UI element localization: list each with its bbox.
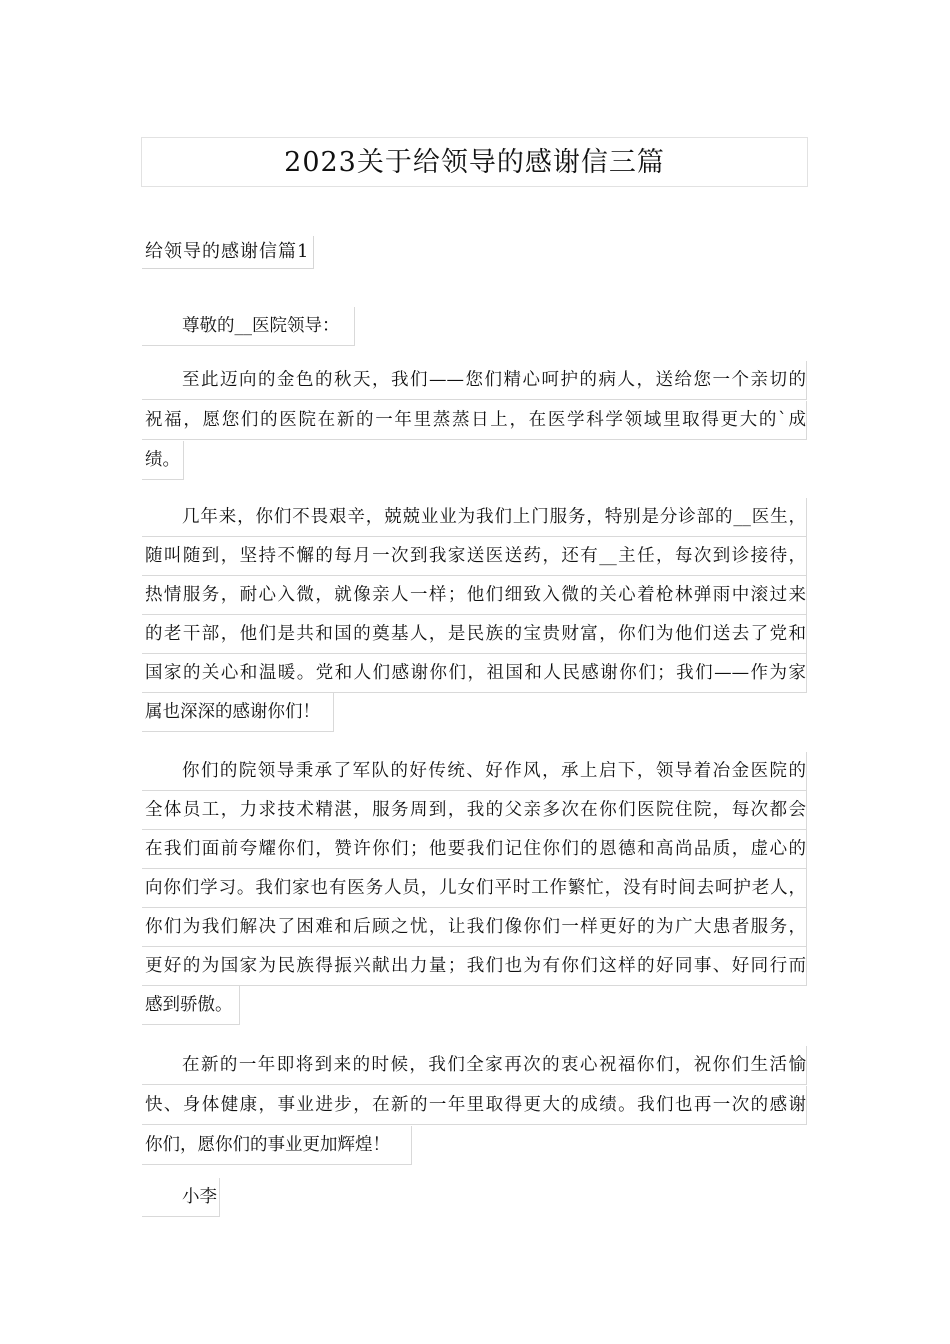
section-heading: 给领导的感谢信篇1	[142, 236, 314, 269]
paragraph-line: 在我们面前夸耀你们，赞许你们；他要我们记住你们的恩德和高尚品质，虚心的	[142, 830, 807, 869]
greeting: 尊敬的__医院领导：	[142, 307, 355, 346]
paragraph-line: 更好的为国家为民族得振兴献出力量；我们也为有你们这样的好同事、好同行而	[142, 947, 807, 986]
paragraph-line: 几年来，你们不畏艰辛，兢兢业业为我们上门服务，特别是分诊部的__医生，	[142, 498, 807, 537]
paragraph-line: 国家的关心和温暖。党和人们感谢你们，祖国和人民感谢你们；我们——作为家	[142, 654, 807, 693]
paragraph-line: 你们，愿你们的事业更加辉煌！	[142, 1126, 412, 1165]
paragraph-line: 你们的院领导秉承了军队的好传统、好作风，承上启下，领导着冶金医院的	[142, 752, 807, 791]
paragraph-line: 在新的一年即将到来的时候，我们全家再次的衷心祝福你们，祝你们生活愉	[142, 1046, 807, 1085]
paragraph-line: 属也深深的感谢你们！	[142, 693, 334, 732]
paragraph-line: 绩。	[142, 441, 184, 480]
title-box	[141, 137, 808, 187]
signature: 小李	[142, 1178, 220, 1217]
paragraph-line: 你们为我们解决了困难和后顾之忧，让我们像你们一样更好的为广大患者服务，	[142, 908, 807, 947]
document-title: 2023关于给领导的感谢信三篇	[284, 146, 665, 178]
paragraph-line: 随叫随到，坚持不懈的每月一次到我家送医送药，还有__主任，每次到诊接待，	[142, 537, 807, 576]
paragraph-line: 至此迈向的金色的秋天，我们——您们精心呵护的病人，送给您一个亲切的	[142, 361, 807, 400]
paragraph-line: 祝福，愿您们的医院在新的一年里蒸蒸日上，在医学科学领域里取得更大的`成	[142, 401, 807, 440]
paragraph-line: 快、身体健康，事业进步，在新的一年里取得更大的成绩。我们也再一次的感谢	[142, 1086, 807, 1125]
paragraph-line: 向你们学习。我们家也有医务人员，儿女们平时工作繁忙，没有时间去呵护老人，	[142, 869, 807, 908]
paragraph-line: 热情服务，耐心入微，就像亲人一样；他们细致入微的关心着枪林弹雨中滚过来	[142, 576, 807, 615]
paragraph-line: 全体员工，力求技术精湛，服务周到，我的父亲多次在你们医院住院，每次都会	[142, 791, 807, 830]
paragraph-line: 的老干部，他们是共和国的奠基人，是民族的宝贵财富，你们为他们送去了党和	[142, 615, 807, 654]
paragraph-line: 感到骄傲。	[142, 986, 240, 1025]
